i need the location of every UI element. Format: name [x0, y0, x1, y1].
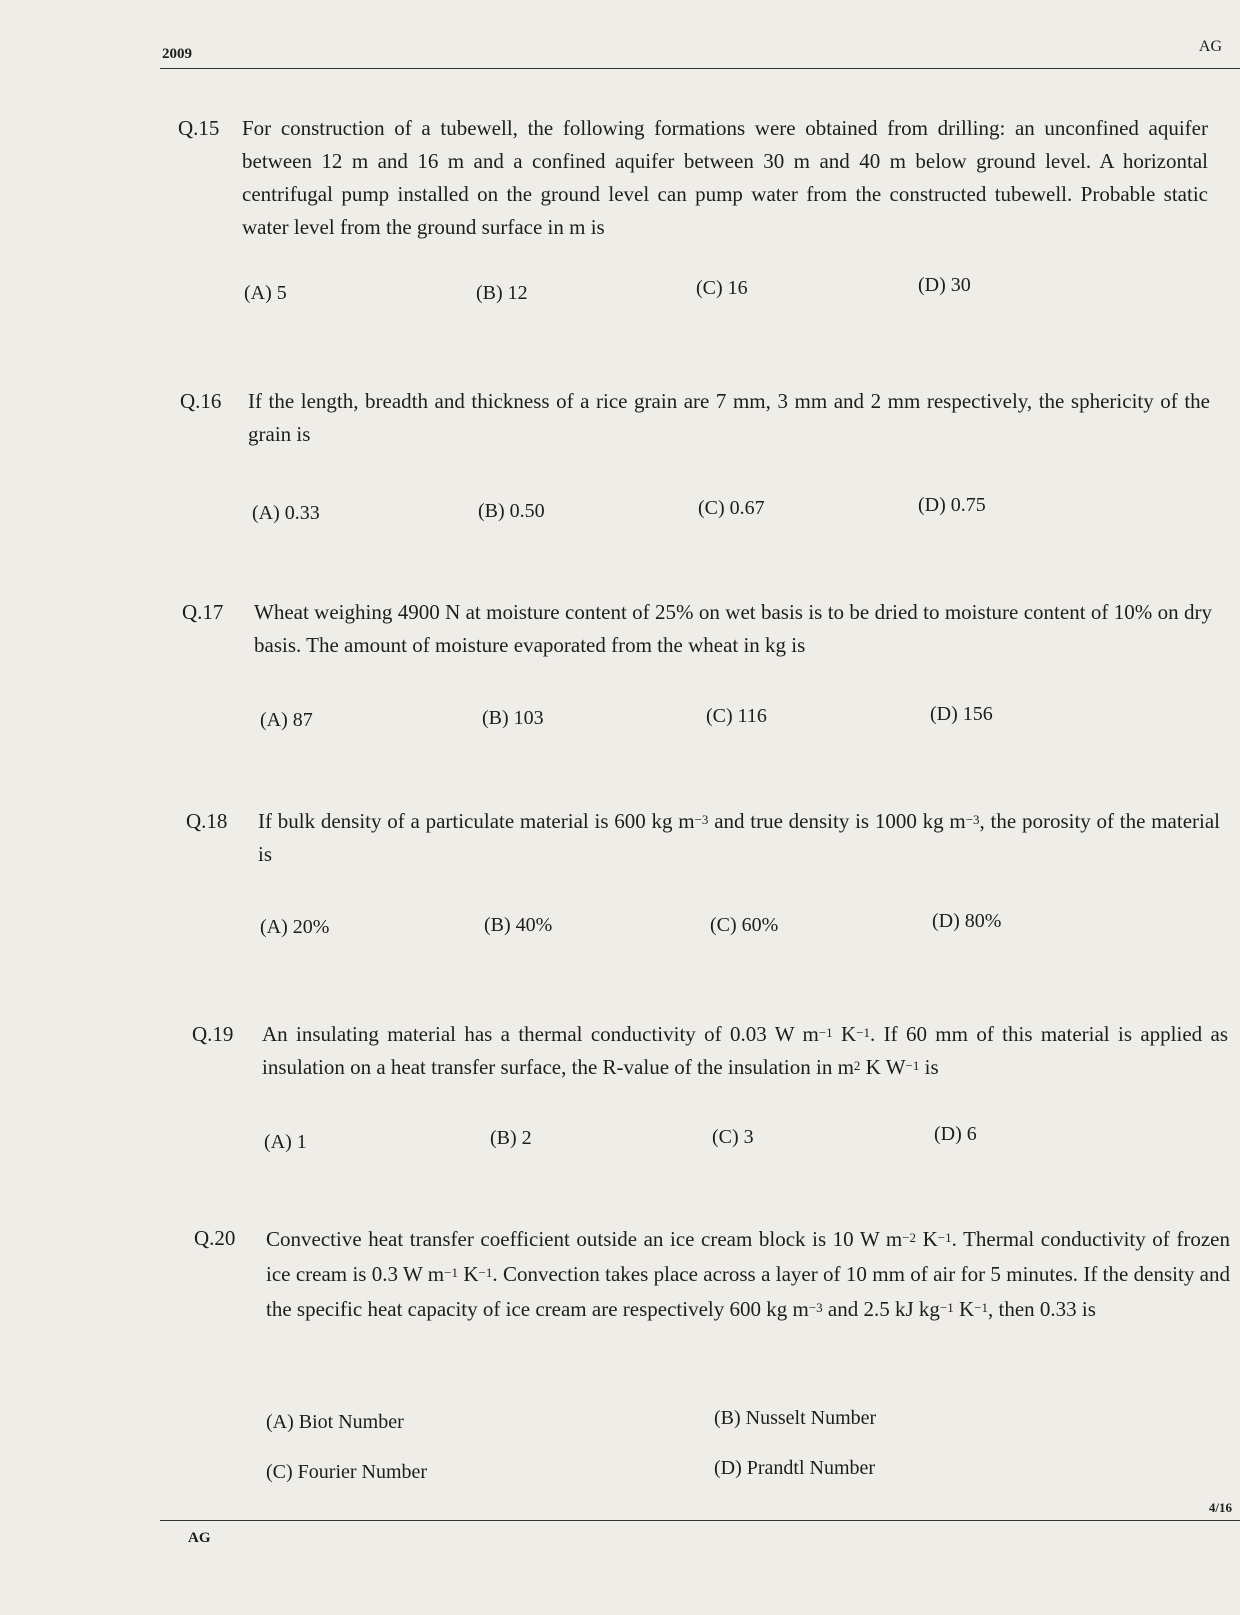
question-18	[186, 805, 1220, 945]
header-year: 2009	[162, 46, 192, 62]
question-17	[182, 596, 1212, 736]
option-b: (B) 0.50	[478, 500, 545, 522]
question-15	[178, 112, 1208, 312]
question-number: Q.15	[178, 116, 220, 140]
option-c: (C) 3	[712, 1126, 754, 1148]
option-d: (D) 30	[918, 274, 971, 296]
option-a: (A) 0.33	[252, 502, 320, 524]
question-text: If bulk density of a particulate material is 600 kg $m^{-3}$ and true density is 1000 kg $m^{-3}$, the porosity of the material is	[258, 809, 1220, 866]
header-paper-code: AG	[1198, 38, 1222, 55]
option-d: (D) 80%	[932, 910, 1002, 932]
question-number: Q.20	[194, 1226, 236, 1250]
option-c: (C) Fourier Number	[266, 1461, 428, 1483]
option-d: (D) 156	[930, 703, 993, 725]
option-b: (B) 103	[482, 707, 544, 729]
question-text: For construction of a tubewell, the following formations were obtained from drilling: an unconfined aquifer between 12 m and 16 m and a confined aquifer between 30 m and 40 m below ground level. A horizontal centrifugal pump installed on the ground level can pump water from the constructed tubewell. Probable static water level from the ground surface in m is	[242, 116, 1208, 239]
question-number: Q.18	[186, 809, 228, 833]
option-b: (B) 2	[490, 1127, 532, 1149]
option-d: (D) Prandtl Number	[714, 1457, 876, 1479]
option-d: (D) 6	[934, 1123, 977, 1145]
question-text: An insulating material has a thermal conductivity of 0.03 W $m^{-1}$ $K^{-1}$. If 60 mm of this material is applied as insulation on a heat transfer surface, the R-value of the insulation in $m^2$ K $W^{-1}$ is	[262, 1022, 1228, 1079]
question-16	[180, 385, 1210, 525]
question-number: Q.19	[192, 1022, 234, 1046]
header-rule	[160, 68, 1240, 69]
question-text: Convective heat transfer coefficient outside an ice cream block is 10 W $m^{-2}$ $K^{-1}$. Thermal conductivity of frozen ice cream is 0.3 W $m^{-1}$ $K^{-1}$. Convection takes place across a layer of 10 mm of air for 5 minutes. If the density and the specific heat capacity of ice cream are respectively 600 kg $m^{-3}$ and 2.5 kJ $kg^{-1}$ $K^{-1}$, then 0.33 is	[266, 1227, 1231, 1321]
question-19	[192, 1018, 1228, 1158]
option-a: (A) 20%	[260, 916, 330, 938]
page-number: 4/16	[1208, 1500, 1232, 1515]
option-c: (C) 16	[696, 277, 748, 299]
option-a: (A) 1	[264, 1131, 307, 1153]
question-number: Q.17	[182, 600, 224, 624]
option-b: (B) Nusselt Number	[714, 1407, 877, 1429]
footer-paper-code: AG	[188, 1530, 211, 1546]
option-b: (B) 12	[476, 282, 528, 304]
question-number: Q.16	[180, 389, 222, 413]
option-d: (D) 0.75	[918, 494, 986, 516]
question-20	[194, 1222, 1230, 1482]
option-b: (B) 40%	[484, 914, 553, 936]
question-text: If the length, breadth and thickness of a rice grain are 7 mm, 3 mm and 2 mm respectively, the sphericity of the grain is	[248, 389, 1210, 446]
option-a: (A) Biot Number	[266, 1411, 404, 1433]
option-c: (C) 116	[706, 705, 767, 727]
option-a: (A) 87	[260, 709, 313, 731]
option-a: (A) 5	[244, 282, 287, 304]
option-c: (C) 60%	[710, 914, 779, 936]
question-text: Wheat weighing 4900 N at moisture content of 25% on wet basis is to be dried to moisture content of 10% on dry basis. The amount of moisture evaporated from the wheat in kg is	[254, 600, 1212, 657]
option-c: (C) 0.67	[698, 497, 765, 519]
footer-rule	[160, 1520, 1240, 1521]
